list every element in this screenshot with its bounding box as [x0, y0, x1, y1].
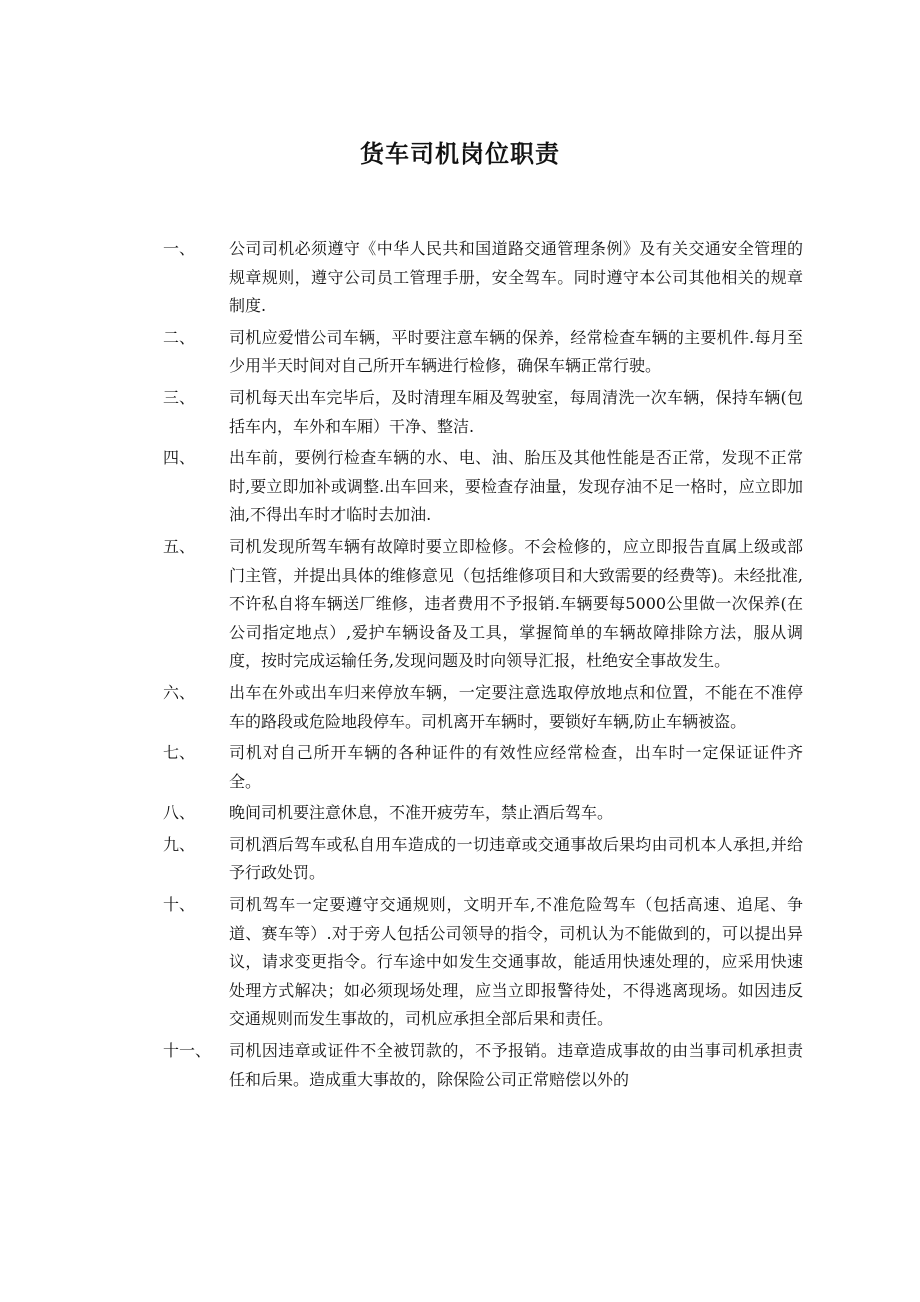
list-item: [163, 324, 803, 381]
item-text: 司机发现所驾车辆有故障时要立即检修。不会检修的，应立即报告直属上级或部门主管，并提出具体的维修意见（包括维修项目和大致需要的经费等)。未经批准,不许私自将车辆送厂维修，违者费用不予报销.车辆要每5000公里做一次保养(在公司指定地点）,爱护车辆设备及工具，掌握简单的车辆故障排除方法，服从调度，按时完成运输任务,发现问题及时向领导汇报，杜绝安全事故发生。: [229, 536, 803, 671]
item-number: 四、: [163, 448, 196, 468]
item-text: 司机酒后驾车或私自用车造成的一切违章或交通事故后果均由司机本人承担,并给予行政处罚。: [229, 834, 803, 883]
item-text: 公司司机必须遵守《中华人民共和国道路交通管理条例》及有关交通安全管理的规章规则，遵守公司员工管理手册，安全驾车。同时遵守本公司其他相关的规章制度.: [229, 239, 803, 316]
item-number: 一、: [163, 239, 196, 258]
item-number: 五、: [163, 536, 196, 556]
list-item: [163, 444, 803, 530]
page-title: 货车司机岗位职责: [360, 140, 560, 168]
list-item: [163, 235, 803, 321]
item-number: 三、: [163, 387, 196, 407]
item-number: 七、: [163, 743, 196, 763]
list-item: [163, 679, 803, 736]
item-text: 司机对自己所开车辆的各种证件的有效性应经常检查，出车时一定保证证件齐全。: [229, 743, 803, 791]
item-text: 司机应爱惜公司车辆，平时要注意车辆的保养，经常检查车辆的主要机件.每月至少用半天时间对自己所开车辆进行检修，确保车辆正常行驶。: [229, 327, 803, 376]
list-item: [163, 1037, 803, 1094]
item-number: 二、: [163, 327, 196, 347]
item-text: 司机驾车一定要遵守交通规则，文明开车,不准危险驾车（包括高速、追尾、争道、赛车等）.对于旁人包括公司领导的指令，司机认为不能做到的，可以提出异议，请求变更指令。行车途中如发生交通事故，能适用快速处理的，应采用快速处理方式解决；如必须现场处理，应当立即报警待处，不得逃离现场。如因违反交通规则而发生事故的，司机应承担全部后果和责任。: [229, 895, 803, 1029]
item-number: 六、: [163, 682, 196, 702]
item-text: 出车前，要例行检查车辆的水、电、油、胎压及其他性能是否正常，发现不正常时,要立即加补或调整.出车回来，要检查存油量，发现存油不足一格时，应立即加油,不得出车时才临时去加油.: [229, 448, 803, 525]
list-item: [163, 739, 803, 796]
duty-list: [163, 235, 803, 1097]
list-item: [163, 533, 803, 676]
item-number: 十、: [163, 895, 196, 915]
list-item: [163, 384, 803, 441]
list-item: [163, 799, 803, 828]
item-text: 晚间司机要注意休息，不准开疲劳车，禁止酒后驾车。: [229, 803, 614, 823]
item-text: 出车在外或出车归来停放车辆，一定要注意选取停放地点和位置，不能在不准停车的路段或危险地段停车。司机离开车辆时，要锁好车辆,防止车辆被盗。: [229, 682, 803, 731]
list-item: [163, 831, 803, 888]
item-number: 九、: [163, 834, 196, 854]
list-item: [163, 891, 803, 1034]
item-number: 十一、: [163, 1041, 212, 1061]
item-number: 八、: [163, 803, 196, 823]
item-text: 司机因违章或证件不全被罚款的，不予报销。违章造成事故的由当事司机承担责任和后果。造成重大事故的，除保险公司正常赔偿以外的: [229, 1041, 803, 1089]
item-text: 司机每天出车完毕后，及时清理车厢及驾驶室，每周清洗一次车辆，保持车辆(包括车内，车外和车厢）干净、整洁.: [229, 387, 803, 436]
